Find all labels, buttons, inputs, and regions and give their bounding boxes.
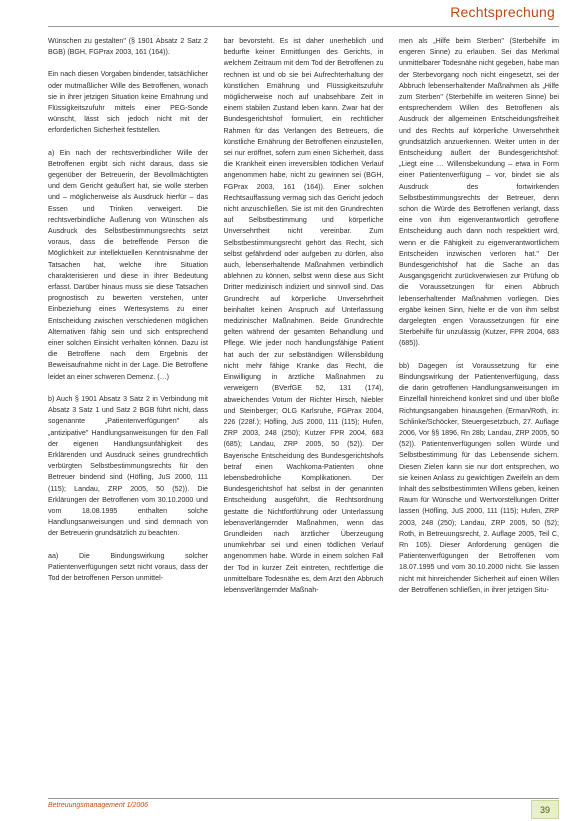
footer-divider bbox=[48, 798, 559, 799]
text-column-right bbox=[399, 36, 559, 784]
page-number: 39 bbox=[531, 800, 559, 819]
paragraph: Ein nach diesen Vorgaben bindender, tatsächlicher oder mutmaßlicher Wille des Betroffenen, wonach sie in ihrer jetzigen Situation keine Ernährung und Flüssigkeitszufuhr mittels einer PEG-Sonde wünscht, lässt sich jedoch nicht mit der erforderlichen Sicherheit feststellen. bbox=[48, 70, 208, 135]
paragraph: men als „Hilfe beim Sterben" (Sterbehilfe im engeren Sinne) zu erlauben. Sei das Merkmal unmittelbarer Todesnähe nicht gegeben, habe man der Sterbevorgang noch nicht eingesetzt, sei der Abbruch lebenserhaltender Maßnahmen als „Hilfe zum Sterben" (Sterbehilfe im weiteren Sinne) bei entsprechendem Willen des Betroffenen als Ausdruck der allgemeinen Entscheidungsfreiheit und des Rechts auf körperliche Unversehrtheit grundsätzlich anzuerkennen. Weiter unten in der Entscheidung äußert der Bundesgerichtshof: „Liegt eine … Willensbekundung – etwa in Form einer Patientenverfügung – vor, bindet sie als Ausdruck des fortwirkenden Selbstbestimmungsrechts der Betreuer, denn schon die Würde des Betroffenen verlangt, dass eine von ihm eigenverantwortlich getroffene Entscheidung auch dann noch respektiert wird, wenn er die Fähigkeit zu eigenverantwortlichem Entscheiden inzwischen verloren hat." Der Bundesgerichtshof hat die Sache an das Ausgangsgericht zurückverwiesen zur Prüfung ob die Voraussetzungen für einen Abbruch lebenserhaltender Maßnahmen vorliegen. Dies ergäbe keinen Sinn, hielte er die von ihm selbst dargelegten engen Voraussetzungen für eine Sterbehilfe für unzulässig (Kutzer, FPR 2004, 683 (685)). bbox=[399, 37, 559, 348]
article-body bbox=[48, 36, 559, 784]
header-divider bbox=[48, 26, 559, 27]
paragraph: bar bevorsteht. Es ist daher unerheblich und bedurfte keiner Ermittlungen des Gerichts, in welchem Zeitraum mit dem Tod der Betroffenen zu rechnen ist und ob sie bei Aufrechterhaltung der künstlichen Ernährung und Flüssigkeitszufuhr möglicherweise noch auf unabsehbare Zeit in einem stabilen Zustand leben kann. Zwar hat der Bundesgerichtshof formuliert, ein rechtlicher Rahmen für das Verlangen des Betreuers, die künstliche Ernährung der Betroffenen einzustellen, sei nur eröffnet, sofern zum einen Sicherheit, dass die Krankheit einen irreversiblen tödlichen Verlauf angenommen habe, nicht zu gewinnen sei (BGH, FGPrax 2003, 161 (164)). Einer solchen Rechtsauffassung vermag sich das Gericht jedoch nicht anzuschließen. Sie ist mit den Grundrechten auf Selbstbestimmung und körperliche Unversehrtheit nicht vereinbar. Zum Selbstbestimmungsrecht gehört das Recht, sich selbst gefährdend oder aufgeben zu dürfen, also auch, lebenserhaltende Maßnahmen verbindlich ablehnen zu können, selbst wenn diese aus Sicht Dritter medizinisch indiziert und sinnvoll sind. Das Grundrecht auf körperliche Unversehrtheit beinhaltet keinen Anspruch auf Unterlassung medizinischer Maßnahmen. Beide Grundrechte gelten während der gesamten Behandlung und Pflege. Wie jeder noch handlungsfähige Patient hat auch der zur selbständigen Willensbildung nicht mehr fähige Kranke das Recht, die Einwilligung in ärztliche Maßnahmen zu verweigern (BVerfGE 52, 131 (174), abweichendes Votum der Richter Hirsch, Niebler und Steinberger; OLG Karlsruhe, FGPrax 2004, 226 (228f.); Höfling, JuS 2000, 111 (115); Hufen, ZRP 2003, 248 (250); Kutzer FPR 2004, 683 (685); Landau, ZRP 2005, 50 (52)). Der Bayerische Entscheidung des Bundesgerichtshofs betraf einen Wachkoma-Patienten ohne lebensbedrohliche Komplikationen. Der Bundesgerichtshof hat selbst in der genannten Entscheidung ausgeführt, die Rechtsordnung gestatte die Nichtfortführung oder Unterlassung lebensverlängernder Maßnahmen, wenn das Grundleiden nach ärztlicher Überzeugung unumkehrbar sei und einen tödlichen Verlauf angenommen habe. Würde in einem solchen Fall der Tod in kurzer Zeit eintreten, rechtfertige die unmittelbare Todesnähe es, dem Arzt den Abbruch lebensverlängernder Maßnah- bbox=[223, 37, 384, 594]
paragraph: aa) Die Bindungswirkung solcher Patientenverfügungen setzt nicht voraus, dass der Tod der betroffenen Person unmittel- bbox=[48, 551, 208, 582]
text-column-middle bbox=[224, 36, 384, 784]
page-header bbox=[0, 0, 565, 36]
paragraph: a) Ein nach der rechtsverbindlicher Wille der Betroffenen ergibt sich nicht daraus, dass sie gegenüber der Betreuerin, der Bevollmächtigten und dem Gericht geäußert hat, sie wolle sterben und – möglicherweise als Ausdruck hierfür – das Essen und Trinken verweigert. Die rechtsverbindliche Äußerung von Wünschen als Ausdruck des Selbstbestimmungsrechts setzt voraus, dass die betreffende Person die Möglichkeit zur intellektuellen Kenntnisnahme der Tatsachen hat, welche ihre Situation charakterisieren und diese in ihrer Bedeutung erfasst. Darüber hinaus muss sie diese Tatsachen prognostisch zu bewerten verstehen, unter Einbeziehung eines Wertesystems zu einer Entscheidung zwischen verschiedenen möglichen Alternativen fähig sein und sich entsprechend einer solchen Einsicht verhalten können. Dazu ist die Betroffene nach dem Ergebnis der Beweisaufnahme nicht in der Lage. Die Betroffene leidet an einer schweren Demenz. (…) bbox=[48, 148, 208, 381]
paragraph: b) Auch § 1901 Absatz 3 Satz 2 in Verbindung mit Absatz 3 Satz 1 und Satz 2 BGB führt nicht, dass sogenannte „Patientenverfügungen" als „antizipative" Handlungsanweisungen für den Fall der eigenen Handlungsunfähigkeit des Erklärenden und Ausdruck seines grundrechtlich verbürgten Selbstbestimmungsrechts für den Betreuer bindend sind (Höfling, JuS 2000, 111 (115); Landau, ZRP 2005, 50 (52)). Die Erklärungen der Betroffenen vom 30.10.2000 und vom 18.08.1995 enthalten solche Handlungsanweisungen und sind demnach von der Betreuerin grundsätzlich zu beachten. bbox=[48, 394, 208, 538]
page-footer bbox=[0, 798, 565, 821]
paragraph: Wünschen zu gestalten" (§ 1901 Absatz 2 Satz 2 BGB) (BGH, FGPrax 2003, 161 (164)). bbox=[48, 37, 208, 57]
section-title: Rechtsprechung bbox=[450, 4, 555, 20]
paragraph: bb) Dagegen ist Voraussetzung für eine Bindungswirkung der Patientenverfügung, dass die darin getroffenen Handlungsanweisungen im Einzelfall hinreichend konkret sind und über bloße Richtungsangaben hinausgehen (Erman/Roth, in: Schlinke/Schöcker, Steuergesetzbuch, 27. Auflage 2006, Vor §§ 1896, Rn 28b; Landau, ZRP 2005, 50 (52)). Patientenverfügungen sollen Würde und Selbstbestimmung für das Lebensende sichern. Diesen Zielen kann sie nur dort entsprechen, wo sie keinen Anlass zu gewichtigen Zweifeln an dem Inhalt des selbstbestimmten Willens geben, keinen Raum für Wünsche und Wertvorstellungen Dritter lassen (Höfling, JuS 2000, 111 (115); Hufen, ZRP 2003, 248 (250); Landau, ZRP 2005, 50 (52); Roth, in Betreuungsrecht, 2. Auflage 2005, Teil C, Rn 105). Dieser Anforderung genügen die Patientenverfügungen der Betroffenen vom 18.07.1995 und vom 30.10.2000 nicht. Sie lassen nicht mit hinreichender Sicherheit auf einen Willen der Betroffenen schließen, in ihrer jetzigen Situ- bbox=[399, 361, 559, 594]
text-column-left bbox=[48, 36, 208, 784]
journal-name: Betreuungsmanagement 1/2006 bbox=[48, 802, 149, 809]
